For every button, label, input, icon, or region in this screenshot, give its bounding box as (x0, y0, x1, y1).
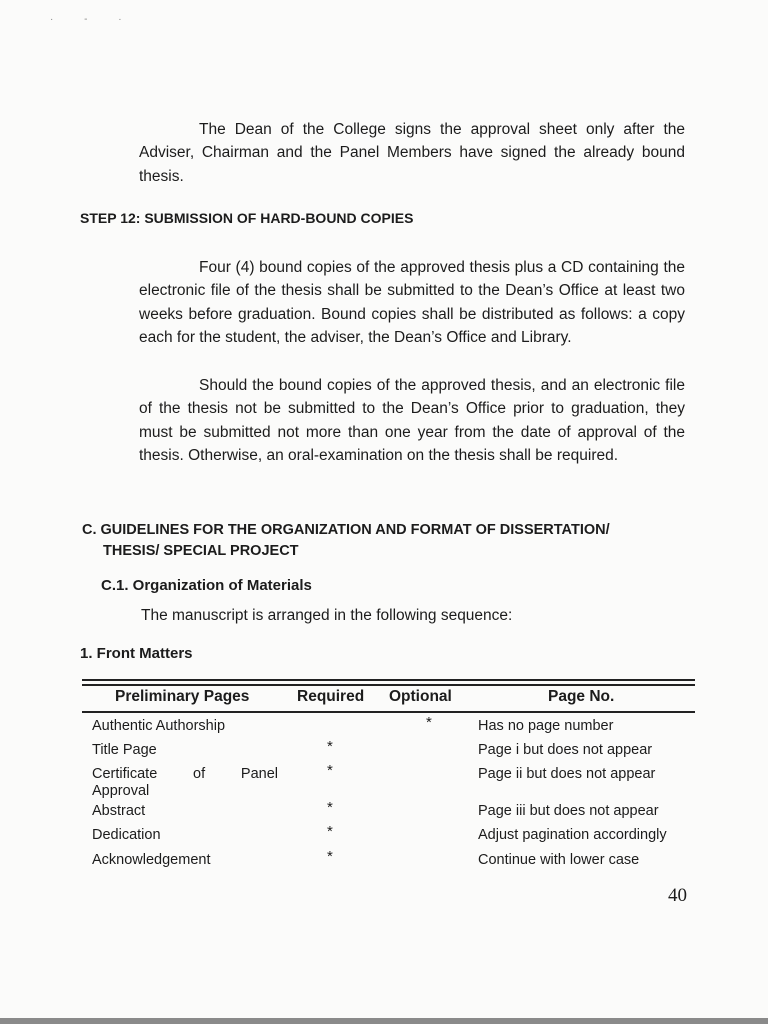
c1-heading: C.1. Organization of Materials (101, 577, 312, 594)
row-required-mark: * (327, 848, 333, 865)
front-matters-heading: 1. Front Matters (80, 645, 193, 662)
step-12-paragraph-2: Should the bound copies of the approved thesis, and an electronic file of the thesis not be submitted to the Dean’s Office prior to graduation, they must be submitted not more than one year from the date of approval of the thesis. Otherwise, an oral-examination on the thesis shall be required. (139, 377, 685, 464)
header-page-no: Page No. (548, 688, 615, 705)
row-required-mark: * (327, 738, 333, 755)
row-page-name: Title Page (92, 742, 157, 758)
header-optional: Optional (389, 688, 452, 705)
row-page-no: Page i but does not appear (478, 742, 653, 758)
row-page-name-word: Certificate (92, 766, 158, 782)
section-c-heading-line-1: C. GUIDELINES FOR THE ORGANIZATION AND FORMAT OF DISSERTATION/ (82, 522, 610, 538)
intro-paragraph: The Dean of the College signs the approval sheet only after the Adviser, Chairman and the Panel Members have signed the already bound thesis. (139, 121, 685, 185)
row-required-mark: * (327, 762, 333, 779)
page-number: 40 (668, 885, 687, 906)
step-12-paragraph-1: Four (4) bound copies of the approved thesis plus a CD containing the electronic file of the thesis shall be submitted to the Dean’s Office at least two weeks before graduation. Bound copies shall be distributed as follows: a copy each for the student, the adviser, the Dean’s Office and Library. (139, 259, 685, 346)
table-top-rule-inner (82, 684, 695, 686)
row-page-name: Acknowledgement (92, 852, 211, 868)
table-header-rule (82, 711, 695, 713)
c1-text: The manuscript is arranged in the following sequence: (141, 607, 513, 624)
header-required: Required (297, 688, 365, 705)
header-preliminary-pages: Preliminary Pages (115, 688, 250, 705)
row-page-no: Continue with lower case (478, 852, 640, 868)
row-page-name: Abstract (92, 803, 146, 819)
row-page-no: Adjust pagination accordingly (478, 827, 667, 843)
scan-bottom-edge (0, 1018, 768, 1024)
row-page-name-word: of (193, 766, 206, 782)
section-c-heading-line-2: THESIS/ SPECIAL PROJECT (103, 543, 299, 559)
row-page-name: Dedication (92, 827, 161, 843)
row-page-no: Page ii but does not appear (478, 766, 656, 782)
row-page-no: Page iii but does not appear (478, 803, 659, 819)
row-required-mark: * (327, 799, 333, 816)
row-page-no: Has no page number (478, 718, 614, 734)
row-page-name-word: Panel (240, 766, 278, 782)
scan-specks-decoration: · ‑ · (50, 14, 136, 25)
row-page-name-line-2: Approval (92, 783, 150, 799)
row-required-mark: * (327, 823, 333, 840)
row-page-name: Authentic Authorship (92, 718, 226, 734)
step-12-heading: STEP 12: SUBMISSION OF HARD-BOUND COPIES (80, 210, 414, 226)
row-page-name-line-1 (92, 766, 278, 783)
table-top-rule (82, 679, 695, 681)
row-optional-mark: * (426, 714, 432, 731)
